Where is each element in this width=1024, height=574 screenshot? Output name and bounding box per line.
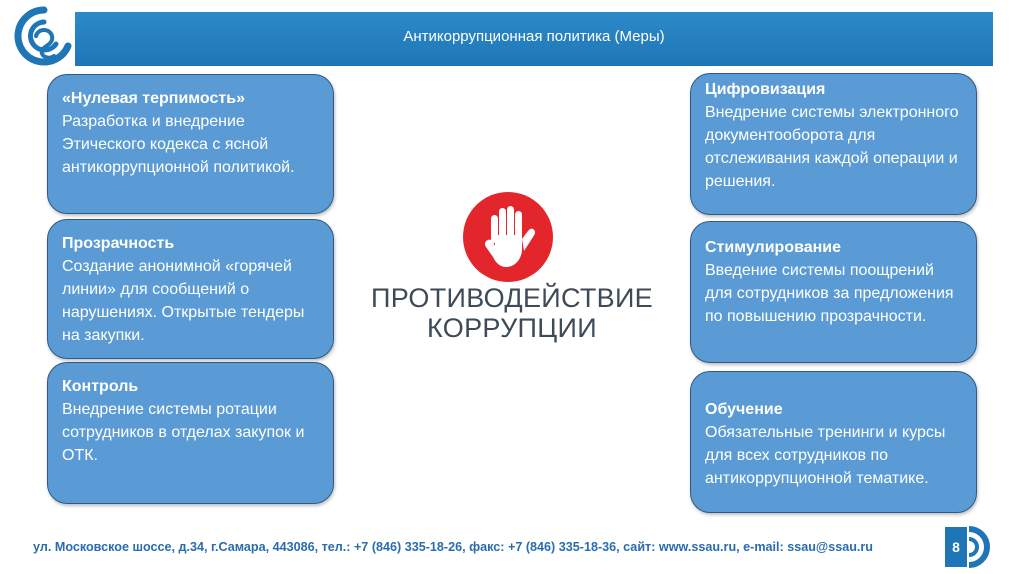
card-control [47, 362, 334, 504]
university-logo-icon [14, 6, 74, 70]
card-body: Внедрение системы ротации сотрудников в отделах закупок и ОТК. [62, 401, 305, 464]
center-title-line1: ПРОТИВОДЕЙСТВИЕ [371, 283, 653, 313]
card-title: Обучение [705, 401, 783, 418]
center-title [350, 283, 674, 343]
card-transparency [47, 219, 334, 359]
card-digitalization [690, 73, 977, 215]
corner-logo-icon [966, 525, 992, 569]
card-title: «Нулевая терпимость» [62, 90, 245, 107]
card-body: Введение системы поощрений для сотрудников за предложения по повышению прозрачности. [705, 262, 954, 325]
footer-contacts: ул. Московское шоссе, д.34, г.Самара, 443086, тел.: +7 (846) 335-18-26, факс: +7 (846) 335-18-36, сайт: www.ssau.ru, e-mail: ssau@ssau.ru [33, 540, 874, 554]
header-bar [75, 12, 993, 66]
card-body: Внедрение системы электронного документооборота для отслеживания каждой операции и решения. [705, 104, 959, 190]
card-body: Создание анонимной «горячей линии» для сообщений о нарушениях. Открытые тендеры на закупки. [62, 258, 305, 344]
card-body: Разработка и внедрение Этического кодекса с ясной антикоррупционной политикой. [62, 113, 295, 176]
stop-hand-icon [462, 191, 554, 283]
page-number: 8 [945, 527, 967, 567]
card-body: Обязательные тренинги и курсы для всех сотрудников по антикоррупционной тематике. [705, 424, 946, 487]
card-title: Цифровизация [705, 81, 826, 98]
page-title: Антикоррупционная политика (Меры) [403, 28, 665, 45]
center-title-line2: КОРРУПЦИИ [427, 313, 597, 343]
card-training [690, 371, 977, 513]
card-zero-tolerance [47, 74, 334, 214]
card-incentives [690, 221, 977, 363]
card-title: Прозрачность [62, 235, 175, 252]
card-title: Контроль [62, 378, 139, 395]
card-title: Стимулирование [705, 239, 842, 256]
